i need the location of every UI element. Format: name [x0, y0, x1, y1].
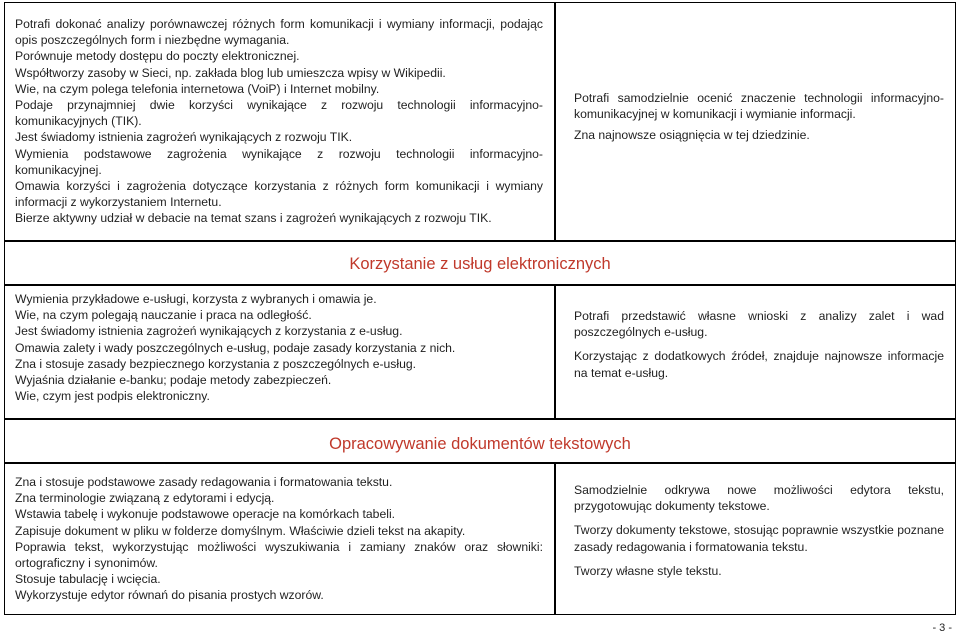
section3-right-item: Samodzielnie odkrywa nowe możliwości edytora tekstu, przygotowując dokumenty tekstowe. [574, 483, 944, 514]
section2-right-item: Potrafi przedstawić własne wnioski z analizy zalet i wad poszczególnych e-usług. [574, 309, 944, 340]
section3-left-item: Zna terminologie związaną z edytorami i edycją. [15, 491, 275, 506]
section1-right-item: Potrafi samodzielnie ocenić znaczenie technologii informacyjno-komunikacyjnej w komunikacji i wymianie informacji. [574, 91, 944, 122]
section3-left-item: Wykorzystuje edytor równań do pisania prostych wzorów. [15, 588, 324, 603]
section1-right-cell [555, 2, 956, 241]
section1-right-item: Zna najnowsze osiągnięcia w tej dziedzinie. [574, 128, 810, 143]
section1-left-item: Porównuje metody dostępu do poczty elektronicznej. [15, 49, 300, 64]
section2-left-item: Jest świadomy istnienia zagrożeń wynikających z korzystania z e-usług. [15, 324, 403, 339]
section2-right-cell [555, 285, 956, 419]
section3-left-item: Zna i stosuje podstawowe zasady redagowania i formatowania tekstu. [15, 475, 393, 489]
section1-left-item: Jest świadomy istnienia zagrożeń wynikających z rozwoju TIK. [15, 130, 353, 145]
section1-left-item: Omawia korzyści i zagrożenia dotyczące korzystania z różnych form komunikacji i wymiany informacji z wykorzystaniem Internetu. [15, 179, 543, 210]
section1-left-cell [4, 2, 555, 241]
section1-left-item: Bierze aktywny udział w debacie na temat szans i zagrożeń wynikających z rozwoju TIK. [15, 211, 492, 226]
section3-left-item: Zapisuje dokument w pliku w folderze domyślnym. Właściwie dzieli tekst na akapity. [15, 523, 466, 538]
section2-left-item: Wie, na czym polegają nauczanie i praca na odległość. [15, 308, 312, 323]
section2-left-item: Wie, czym jest podpis elektroniczny. [15, 389, 210, 404]
section3-heading: Opracowywanie dokumentów tekstowych [329, 434, 631, 453]
section2-left-cell [4, 285, 555, 419]
section1-left-item: Podaje przynajmniej dwie korzyści wynikające z rozwoju technologii informacyjno-komunikacyjnych (TIK). [15, 98, 543, 129]
section2-right-item: Korzystając z dodatkowych źródeł, znajduje najnowsze informacje na temat e-usług. [574, 349, 944, 380]
section1-left-item: Wymienia podstawowe zagrożenia wynikające z rozwoju technologii informacyjno-komunikacyjnej. [15, 146, 543, 177]
section1-left-item: Wie, na czym polega telefonia internetowa (VoiP) i Internet mobilny. [15, 81, 380, 96]
section2-left-item: Omawia zalety i wady poszczególnych e-usług, podaje zasady korzystania z nich. [15, 340, 456, 355]
section2-left-item: Zna i stosuje zasady bezpiecznego korzystania z poszczególnych e-usług. [15, 356, 417, 371]
section2-left-item: Wymienia przykładowe e-usługi, korzysta z wybranych i omawia je. [15, 292, 377, 306]
section3-left-item: Poprawia tekst, wykorzystując możliwości wyszukiwania i zamiany znaków oraz słowniki: ortograficzny i synonimów. [15, 539, 543, 571]
section2-heading-box [4, 241, 956, 285]
section3-heading-box [4, 419, 956, 463]
section3-left-item: Wstawia tabelę i wykonuje podstawowe operacje na komórkach tabeli. [15, 507, 396, 522]
section3-left-item: Stosuje tabulację i wcięcia. [15, 572, 161, 587]
section2-left-item: Wyjaśnia działanie e-banku; podaje metody zabezpieczeń. [15, 373, 332, 388]
section3-right-cell [555, 463, 956, 615]
section2-heading: Korzystanie z usług elektronicznych [349, 255, 611, 273]
page-number: - 3 - [932, 622, 952, 634]
section3-right-item: Tworzy własne style tekstu. [574, 563, 722, 578]
section1-left-item: Potrafi dokonać analizy porównawczej różnych form komunikacji i wymiany informacji, podając opis poszczególnych form i niezbędne wymagania. [15, 17, 543, 48]
section3-right-item: Tworzy dokumenty tekstowe, stosując poprawnie wszystkie poznane zasady redagowania i formatowania tekstu. [574, 523, 944, 554]
section1-left-item: Współtworzy zasoby w Sieci, np. zakłada blog lub umieszcza wpisy w Wikipedii. [15, 65, 446, 80]
section3-left-cell [4, 463, 555, 615]
